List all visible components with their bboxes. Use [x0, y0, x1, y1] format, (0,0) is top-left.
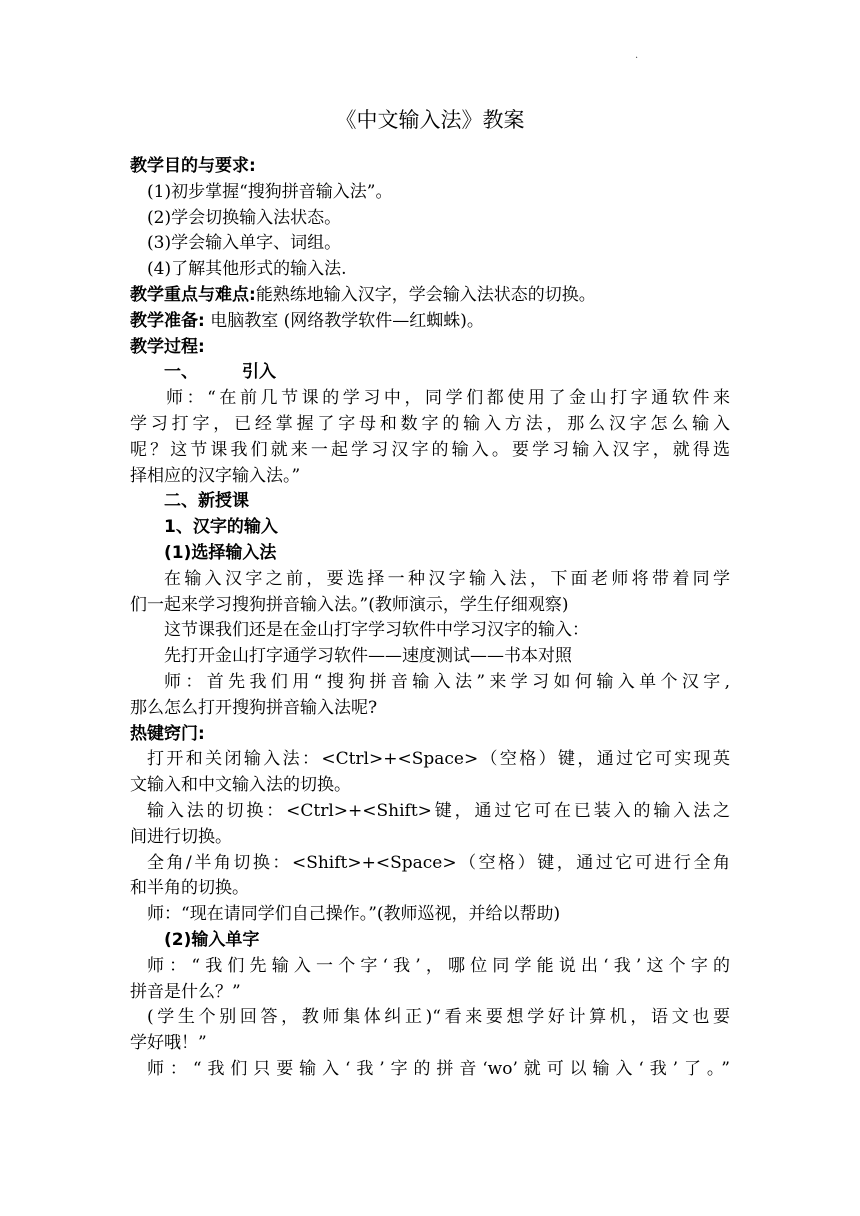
preparation-text: 电脑教室 (网络教学软件—红蜘蛛)。: [204, 310, 484, 331]
objective-item-2: (2)学会切换输入法状态。: [147, 207, 342, 228]
section1-para-line-1: 师：“在前几节课的学习中，同学们都使用了金山打字通软件来: [166, 388, 730, 409]
hotkeys-p3-line-2: 和半角的切换。: [130, 878, 249, 899]
section2-para3: 先打开金山打字通学习软件——速度测试——书本对照: [164, 646, 572, 667]
section1-para-line-4: 择相应的汉字输入法。”: [130, 465, 301, 486]
hotkeys-p4: 师：“现在请同学们自己操作。”(教师巡视，并给以帮助): [147, 904, 561, 925]
single-char-p2-line-1: (学生个别回答，教师集体纠正)“看来要想学好计算机，语文也要: [147, 1007, 730, 1028]
process-heading: 教学过程:: [130, 336, 205, 357]
section2-sub1-1: (1)选择输入法: [164, 542, 277, 563]
section2-para1-line-1: 在输入汉字之前，要选择一种汉字输入法，下面老师将带着同学: [164, 568, 730, 589]
preparation-line: [130, 309, 730, 335]
section1-title: 引入: [242, 362, 276, 383]
objective-item-1: (1)初步掌握“搜狗拼音输入法”。: [147, 181, 393, 202]
section2-sub1: 1、汉字的输入: [164, 517, 278, 538]
section2-heading: 二、新授课: [164, 491, 249, 512]
section2-para1-line-2: 们一起来学习搜狗拼音输入法。”(教师演示，学生仔细观察): [130, 594, 569, 615]
single-char-p2-line-2: 学好哦！”: [130, 1033, 207, 1054]
objective-item-3: (3)学会输入单字、词组。: [147, 233, 342, 254]
section2-para4-line-2: 那么怎么打开搜狗拼音输入法呢?: [130, 697, 378, 718]
document-body: [130, 154, 730, 1083]
hotkeys-p1-line-2: 文输入和中文输入法的切换。: [130, 775, 351, 796]
hotkeys-p2-line-1: 输入法的切换：<Ctrl>+<Shift>键，通过它可在已装入的输入法之: [147, 800, 730, 821]
section1-heading: [130, 360, 730, 386]
section1-para-line-3: 呢？这节课我们就来一起学习汉字的输入。要学习输入汉字，就得选: [130, 439, 730, 460]
corner-mark: ·: [635, 53, 639, 64]
single-char-p1-line-1: 师：“我们先输入一个字‘我’，哪位同学能说出‘我’这个字的: [147, 955, 730, 976]
objectives-heading: 教学目的与要求:: [130, 156, 256, 176]
hotkeys-p2-line-2: 间进行切换。: [130, 826, 232, 847]
document-title: 《中文输入法》教案: [335, 108, 525, 132]
preparation-label: 教学准备:: [130, 310, 205, 331]
section1-para-line-2: 学习打字，已经掌握了字母和数字的输入方法，那么汉字怎么输入: [130, 413, 730, 434]
key-points-line: [130, 283, 730, 309]
key-points-text: 能熟练地输入汉字，学会输入法状态的切换。: [255, 284, 596, 305]
hotkeys-p1-line-1: 打开和关闭输入法：<Ctrl>+<Space>（空格）键，通过它可实现英: [147, 749, 730, 770]
hotkeys-p3-line-1: 全角/半角切换：<Shift>+<Space>（空格）键，通过它可进行全角: [147, 852, 730, 873]
hotkeys-heading: 热键窍门:: [130, 723, 205, 744]
section1-number: 一、: [164, 362, 198, 383]
single-char-p1-line-2: 拼音是什么？”: [130, 981, 241, 1002]
section2-para4-line-1: 师：首先我们用“搜狗拼音输入法”来学习如何输入单个汉字,: [164, 671, 730, 692]
single-char-heading: (2)输入单字: [164, 929, 260, 950]
section2-para2: 这节课我们还是在金山打字学习软件中学习汉字的输入：: [164, 620, 589, 641]
single-char-p3: 师：“我们只要输入‘我’字的拼音‘wo’就可以输入‘我’了。”: [147, 1058, 730, 1079]
key-points-label: 教学重点与难点:: [130, 284, 256, 305]
objective-item-4: (4)了解其他形式的输入法.: [147, 259, 347, 280]
